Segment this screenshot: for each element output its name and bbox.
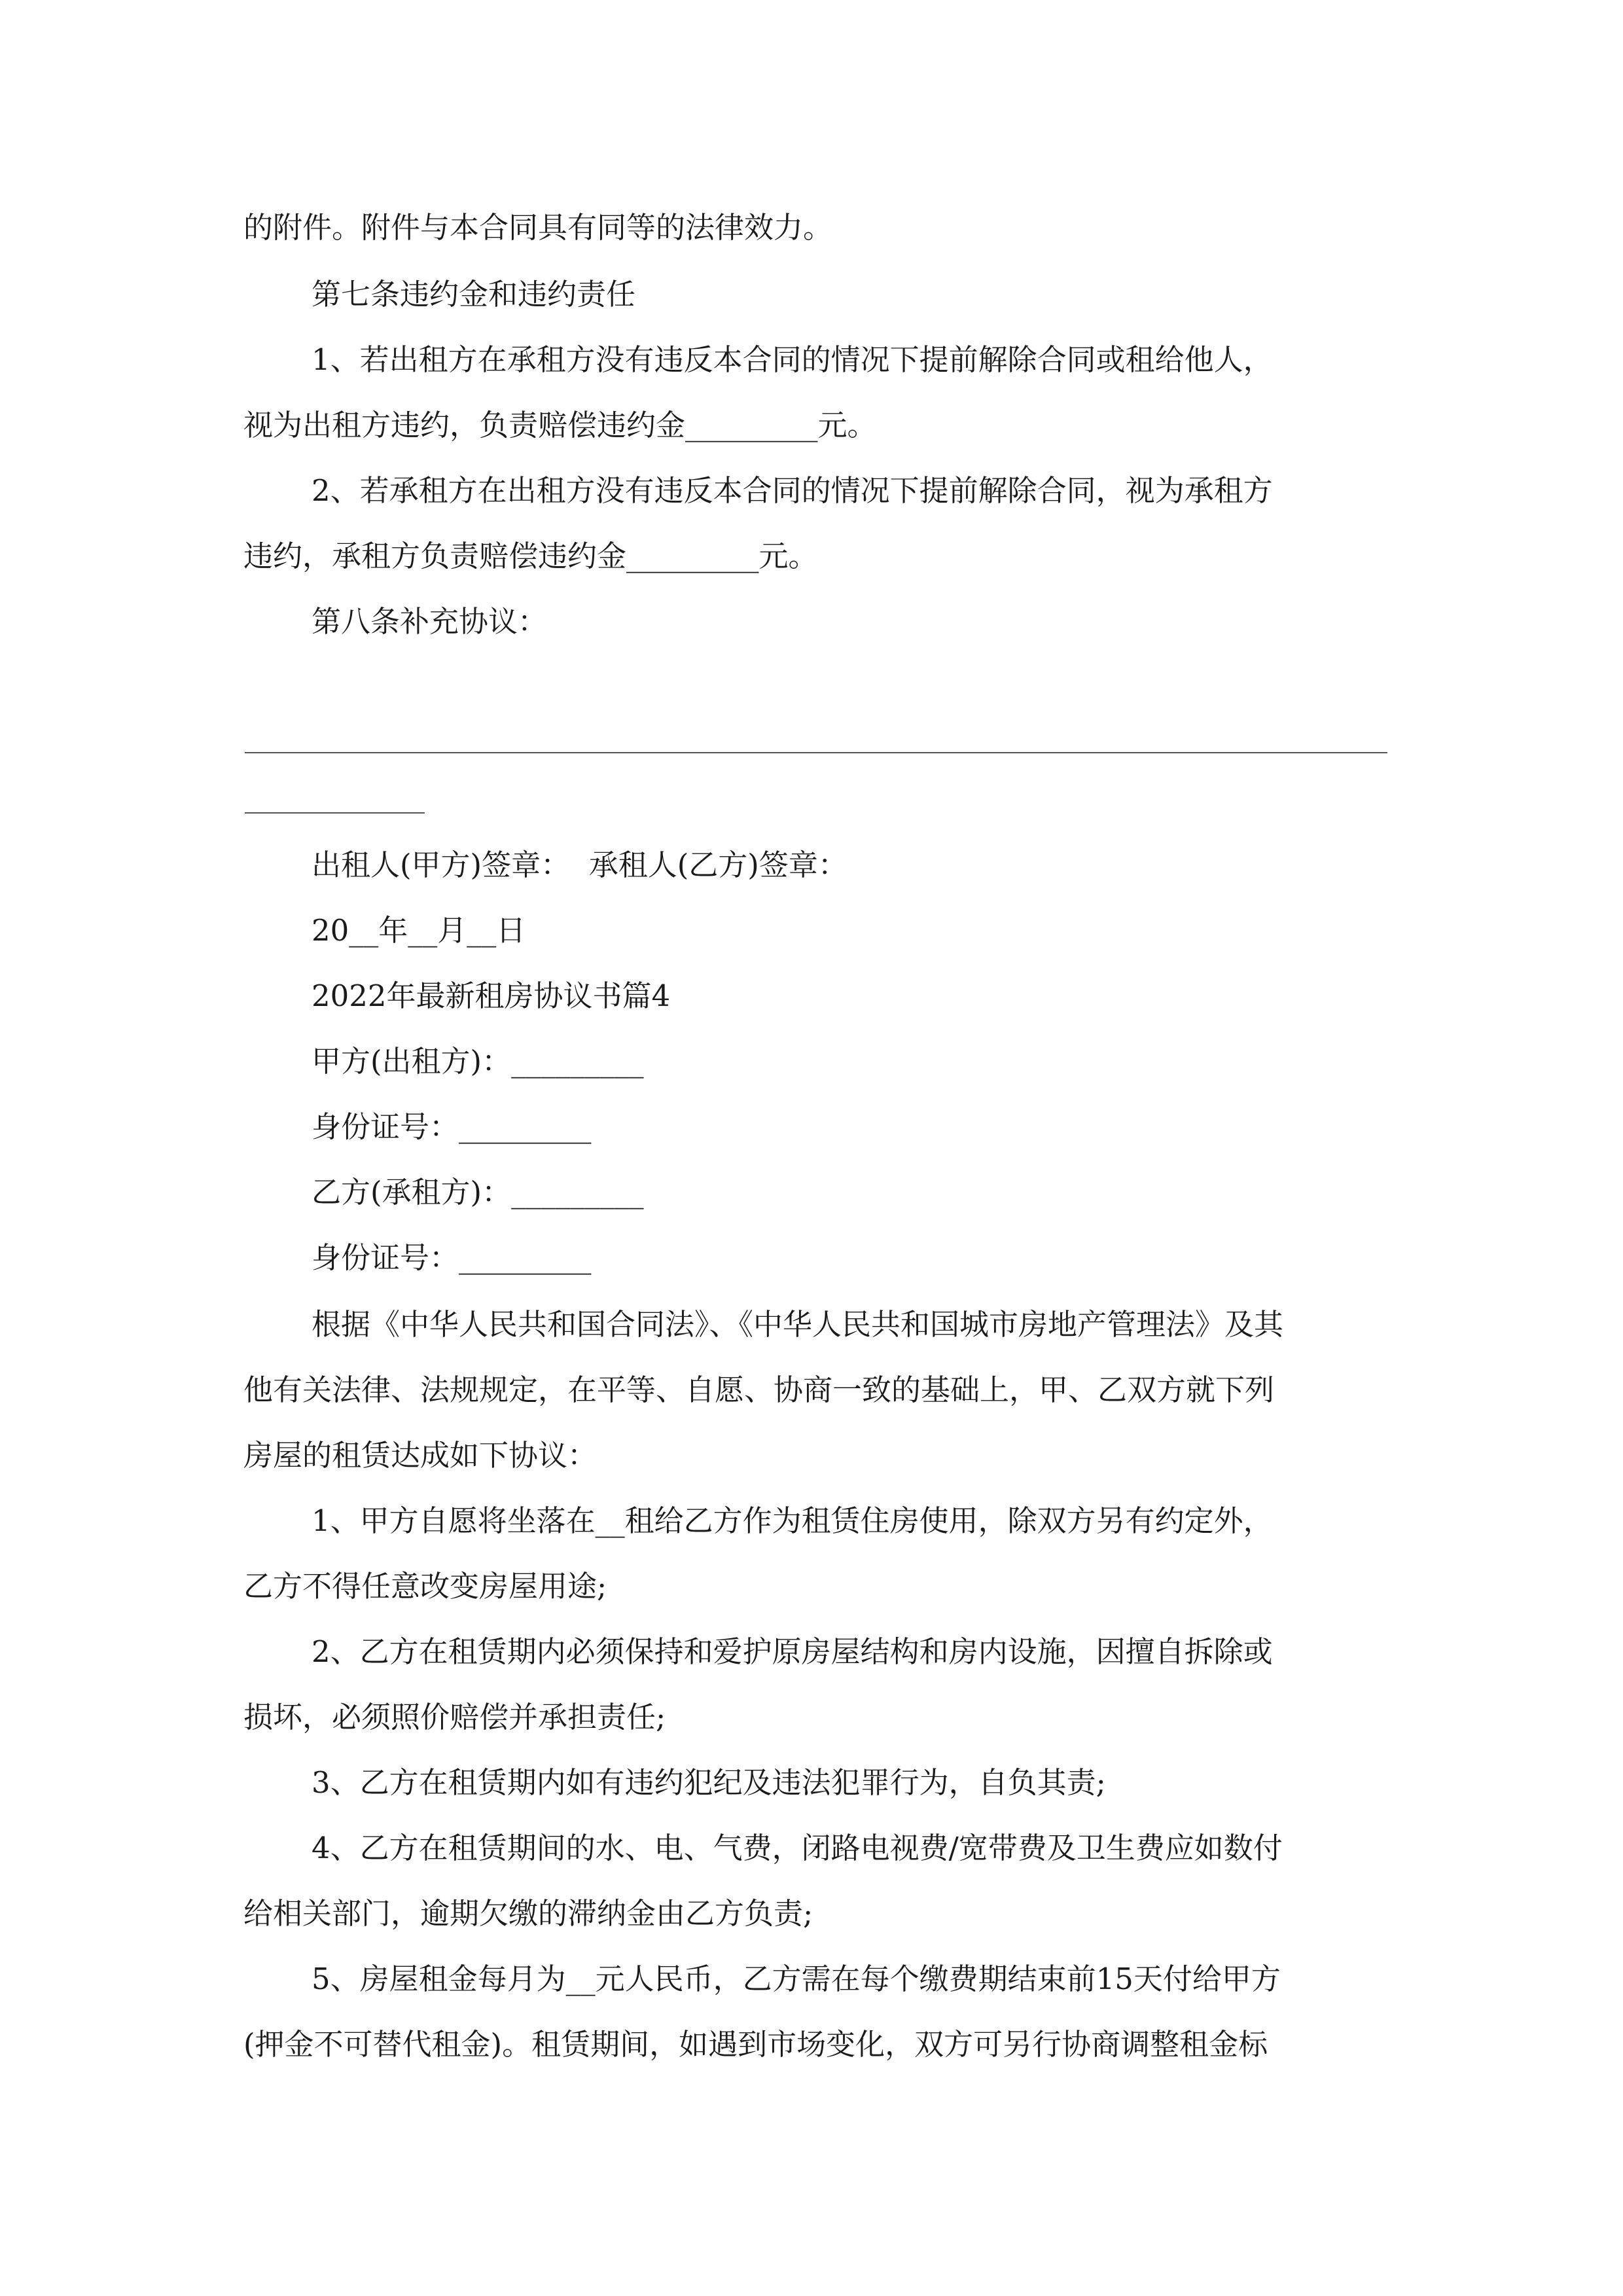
party-b-id-field: 身份证号：_________ [312,1240,592,1275]
signature-line: 出租人(甲方)签章： 承租人(乙方)签章： [312,848,847,882]
text-line: 3、乙方在租赁期内如有违约犯纪及违法犯罪行为，自负其责; [312,1765,1106,1800]
text-line: 4、乙方在租赁期间的水、电、气费，闭路电视费/宽带费及卫生费应如数付 [312,1831,1283,1865]
text-line: (押金不可替代租金)。租赁期间，如遇到市场变化，双方可另行协商调整租金标 [243,2027,1268,2062]
party-a-id-field: 身份证号：_________ [312,1109,592,1144]
text-line: 5、房屋租金每月为__元人民币，乙方需在每个缴费期结束前15天付给甲方 [312,1962,1281,1996]
party-b-field: 乙方(承租方)：_________ [312,1175,644,1210]
text-line: 根据《中华人民共和国合同法》、《中华人民共和国城市房地产管理法》及其 [312,1307,1284,1342]
text-line: 1、甲方自愿将坐落在__租给乙方作为租赁住房使用，除双方另有约定外， [312,1503,1273,1538]
blank-fill-line [245,752,1387,753]
text-line: 房屋的租赁达成如下协议： [243,1438,597,1473]
text-line: 视为出租方违约，负责赔偿违约金_________元。 [243,408,877,442]
date-line: 20__年__月__日 [312,913,526,948]
text-line: 乙方不得任意改变房屋用途; [243,1569,607,1604]
text-line: 的附件。附件与本合同具有同等的法律效力。 [243,210,833,245]
party-a-field: 甲方(出租方)：_________ [312,1044,644,1079]
blank-fill-line-short [245,812,425,814]
section-heading: 第七条违约金和违约责任 [312,277,636,312]
section-heading: 第八条补充协议： [312,604,548,639]
text-line: 损坏，必须照价赔偿并承担责任; [243,1700,666,1734]
document-title: 2022年最新租房协议书篇4 [312,978,671,1013]
text-line: 1、若出租方在承租方没有违反本合同的情况下提前解除合同或租给他人， [312,342,1273,377]
text-line: 2、若承租方在出租方没有违反本合同的情况下提前解除合同，视为承租方 [312,473,1273,508]
text-line: 违约，承租方负责赔偿违约金_________元。 [243,539,818,573]
text-line: 给相关部门，逾期欠缴的滞纳金由乙方负责; [243,1896,813,1931]
text-line: 他有关法律、法规规定，在平等、自愿、协商一致的基础上，甲、乙双方就下列 [243,1372,1275,1407]
text-line: 2、乙方在租赁期内必须保持和爱护原房屋结构和房内设施，因擅自拆除或 [312,1634,1273,1669]
